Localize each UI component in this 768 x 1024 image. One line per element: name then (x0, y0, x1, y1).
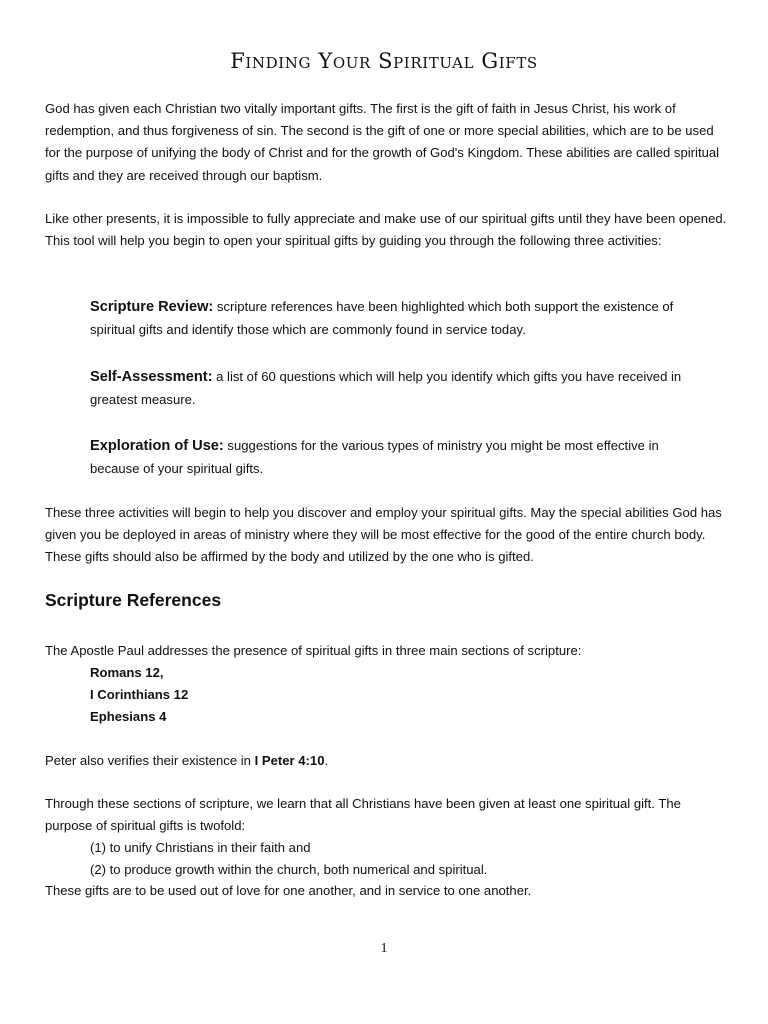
list-item: (1) to unify Christians in their faith and (90, 840, 311, 855)
peter-paragraph (45, 750, 730, 772)
intro-paragraph-2: Like other presents, it is impossible to fully appreciate and make use of our spiritual gifts until they have been opened. This tool will help you begin to open your spiritual gifts by guiding you through the following three activities: (45, 211, 727, 249)
activity-term: Scripture Review: (90, 299, 214, 315)
section-heading: Scripture References (45, 590, 222, 610)
page-number: 1 (380, 941, 388, 956)
intro-paragraph-1: God has given each Christian two vitally important gifts. The first is the gift of faith in Jesus Christ, his work of redemption, and thus forgiveness of sin. The second is the gift of one or more special abilities, which are to be used for the purpose of unifying the body of Christ and for the growth of God's Kingdom. These abilities are called spiritual gifts and they are received through our baptism. (45, 101, 720, 183)
closing-paragraph: These three activities will begin to help you discover and employ your spiritual gifts. May the special abilities God has given you be deployed in areas of ministry where they will be most effective for the good of the entire church body. These gifts should also be affirmed by the body and utilized by the one who is gifted. (45, 505, 722, 565)
list-item: Ephesians 4 (90, 709, 167, 724)
activity-text: suggestions for the various types of ministry you might be most effective in because of your spiritual gifts. (90, 438, 659, 476)
activity-text: a list of 60 questions which will help you identify which gifts you have received in greatest measure. (90, 369, 682, 407)
scripture-reference-list (90, 662, 188, 728)
peter-reference: I Peter 4:10 (254, 753, 325, 768)
list-item: I Corinthians 12 (90, 687, 189, 702)
purpose-paragraph: Through these sections of scripture, we learn that all Christians have been given at least one spiritual gift. The purpose of spiritual gifts is twofold: (45, 796, 681, 834)
activity-scripture-review (90, 296, 710, 341)
peter-suffix: . (324, 753, 329, 768)
page-title: Finding Your Spiritual Gifts (230, 49, 538, 73)
final-paragraph: These gifts are to be used out of love for one another, and in service to one another. (45, 883, 532, 898)
activity-text: scripture references have been highlighted which both support the existence of spiritual gifts and identify those which are commonly found in service today. (90, 299, 674, 337)
list-item: (2) to produce growth within the church, both numerical and spiritual. (90, 862, 488, 877)
purpose-list (90, 837, 487, 881)
activity-self-assessment (90, 366, 710, 411)
activity-term: Exploration of Use: (90, 438, 224, 454)
peter-prefix: Peter also verifies their existence in (45, 753, 255, 768)
activity-exploration-of-use (90, 435, 710, 480)
activity-term: Self-Assessment: (90, 369, 213, 385)
list-item: Romans 12, (90, 665, 164, 680)
scripture-lead: The Apostle Paul addresses the presence of spiritual gifts in three main sections of scripture: (45, 643, 582, 658)
